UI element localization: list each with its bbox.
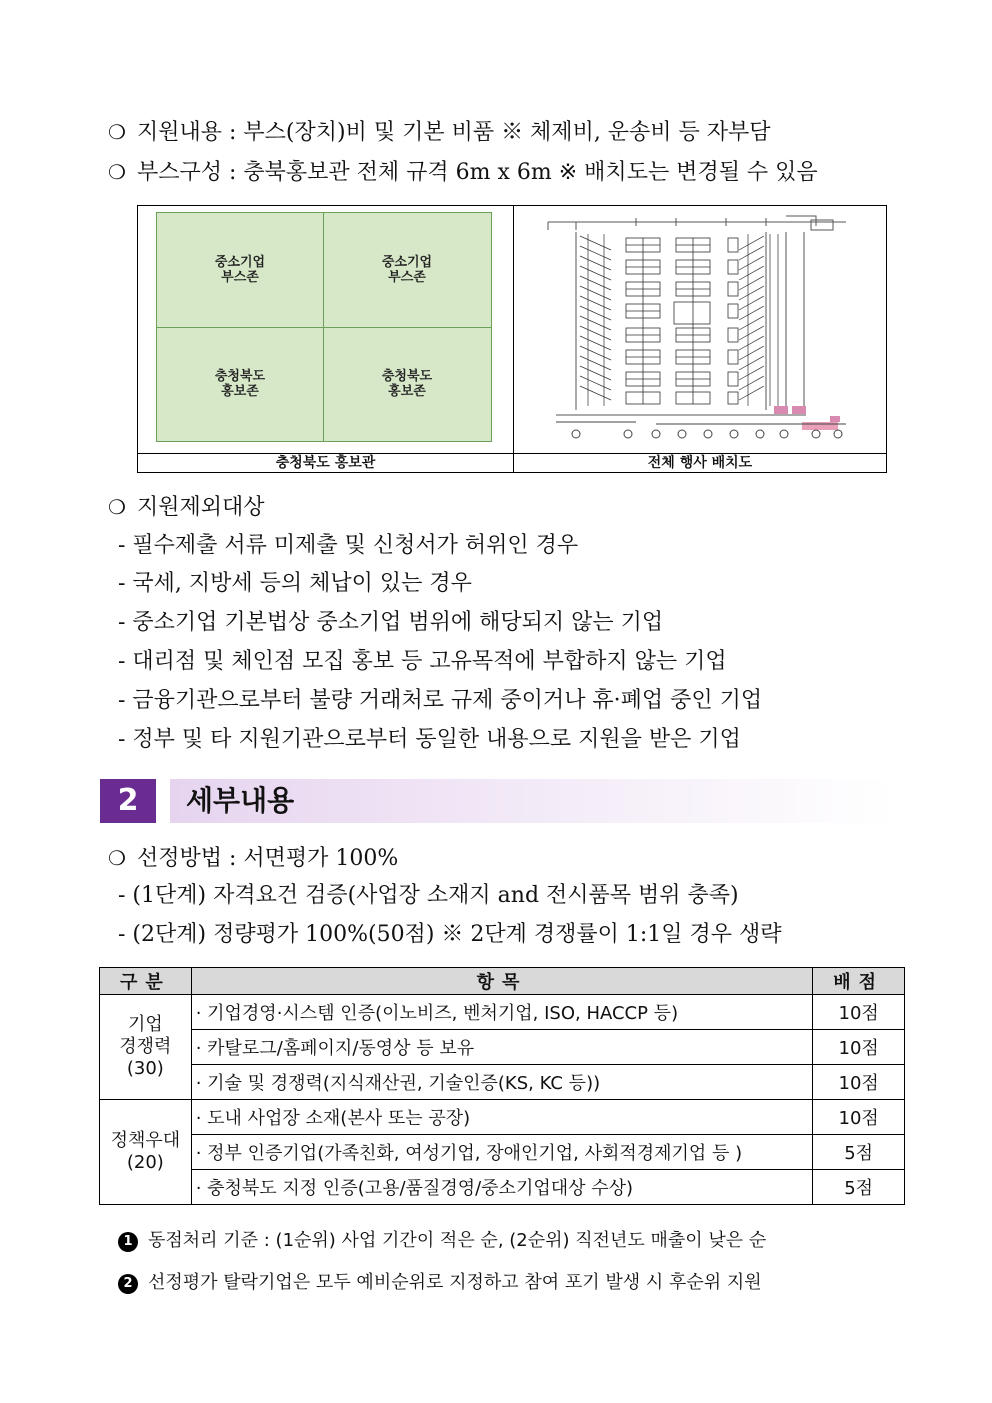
table-item: · 기업경영·시스템 인증(이노비즈, 벤처기업, ISO, HACCP 등) (191, 995, 813, 1030)
table-row (100, 995, 905, 1030)
table-score: 5점 (813, 1170, 905, 1205)
booth-zone-area (156, 212, 492, 442)
caption-chungbuk-pavilion: 충청북도 홍보관 (275, 455, 376, 471)
booth-config-text: 부스구성 : 충북홍보관 전체 규격 6m x 6m ※ 배치도는 변경될 수 있음 (137, 160, 818, 185)
table-item: · 충청북도 지정 인증(고용/품질경영/중소기업대상 수상) (191, 1170, 813, 1205)
section-number: 2 (100, 779, 156, 823)
exclusion-title: 지원제외대상 (137, 495, 265, 520)
table-row (100, 1065, 905, 1100)
table-score: 5점 (813, 1135, 905, 1170)
circle-bullet-icon: ❍ (108, 495, 126, 519)
table-row (100, 1135, 905, 1170)
note-text: 동점처리 기준 : (1순위) 사업 기간이 적은 순, (2순위) 직전년도 매출이 낮은 순 (148, 1230, 767, 1251)
zone-label-text: 중소기업 부스존 (381, 255, 433, 285)
support-content-text: 지원내용 : 부스(장치)비 및 기본 비품 ※ 체제비, 운송비 등 자부담 (137, 120, 771, 145)
note-number-badge: 2 (118, 1274, 138, 1294)
selection-method-line (108, 843, 398, 874)
zone-chungbuk-promo-1 (157, 369, 323, 399)
circle-bullet-icon: ❍ (108, 120, 126, 144)
category-points: (30) (126, 1058, 164, 1079)
table-item: · 카탈로그/홈페이지/동영상 등 보유 (191, 1030, 813, 1065)
selection-step: - (1단계) 자격요건 검증(사업장 소재지 and 전시품목 범위 충족) (118, 883, 739, 908)
exclusion-title-line (108, 492, 265, 523)
header-category: 구분 (100, 968, 192, 995)
table-score: 10점 (813, 1100, 905, 1135)
figure-divider (513, 206, 514, 472)
layout-figure (137, 205, 887, 473)
category-label: 경쟁력 (119, 1036, 172, 1057)
exclusion-item: - 국세, 지방세 등의 체납이 있는 경우 (118, 571, 472, 596)
note-text: 선정평가 탈락기업은 모두 예비순위로 지정하고 참여 포기 발생 시 후순위 지원 (148, 1272, 762, 1293)
header-item: 항목 (191, 968, 813, 995)
table-item: · 기술 및 경쟁력(지식재산권, 기술인증(KS, KC 등)) (191, 1065, 813, 1100)
exclusion-item: - 대리점 및 체인점 모집 홍보 등 고유목적에 부합하지 않는 기업 (118, 649, 727, 674)
booth-config-line (108, 157, 818, 188)
selection-step: - (2단계) 정량평가 100%(50점) ※ 2단계 경쟁률이 1:1일 경우 생략 (118, 922, 782, 947)
table-item: · 도내 사업장 소재(본사 또는 공장) (191, 1100, 813, 1135)
exclusion-item: - 필수제출 서류 미제출 및 신청서가 허위인 경우 (118, 533, 579, 558)
category-company-competitiveness (100, 995, 192, 1100)
selection-method-text: 선정방법 : 서면평가 100% (137, 846, 399, 871)
note-number-badge: 1 (118, 1232, 138, 1252)
zone-label-text: 중소기업 부스존 (214, 255, 266, 285)
circle-bullet-icon: ❍ (108, 846, 126, 870)
section-title: 세부내용 (186, 784, 295, 817)
zone-label-text: 충청북도 홍보존 (214, 369, 266, 399)
note-reserve (118, 1268, 762, 1294)
table-row (100, 1100, 905, 1135)
event-floor-plan (516, 210, 884, 450)
zone-horizontal-line (157, 327, 491, 328)
support-content-line (108, 117, 771, 148)
category-label: 기업 (127, 1014, 163, 1035)
category-points: (20) (126, 1152, 164, 1173)
note-tiebreak (118, 1226, 766, 1252)
evaluation-table (99, 967, 905, 1205)
table-row (100, 1170, 905, 1205)
table-score: 10점 (813, 995, 905, 1030)
table-row (100, 1030, 905, 1065)
caption-event-layout: 전체 행사 배치도 (647, 455, 753, 471)
table-item: · 정부 인증기업(가족친화, 여성기업, 장애인기업, 사회적경제기업 등 ) (191, 1135, 813, 1170)
circle-bullet-icon: ❍ (108, 160, 126, 184)
zone-chungbuk-promo-2 (324, 369, 490, 399)
category-policy-preference (100, 1100, 192, 1205)
zone-sme-booth-2 (324, 255, 490, 285)
table-score: 10점 (813, 1030, 905, 1065)
header-score: 배점 (813, 968, 905, 995)
exclusion-item: - 금융기관으로부터 불량 거래처로 규제 중이거나 휴·폐업 중인 기업 (118, 688, 763, 713)
table-header-row (100, 968, 905, 995)
category-label: 정책우대 (110, 1130, 181, 1151)
zone-sme-booth-1 (157, 255, 323, 285)
exclusion-item: - 중소기업 기본법상 중소기업 범위에 해당되지 않는 기업 (118, 610, 664, 635)
zone-label-text: 충청북도 홍보존 (381, 369, 433, 399)
table-score: 10점 (813, 1065, 905, 1100)
exclusion-item: - 정부 및 타 지원기관으로부터 동일한 내용으로 지원을 받은 기업 (118, 727, 741, 752)
